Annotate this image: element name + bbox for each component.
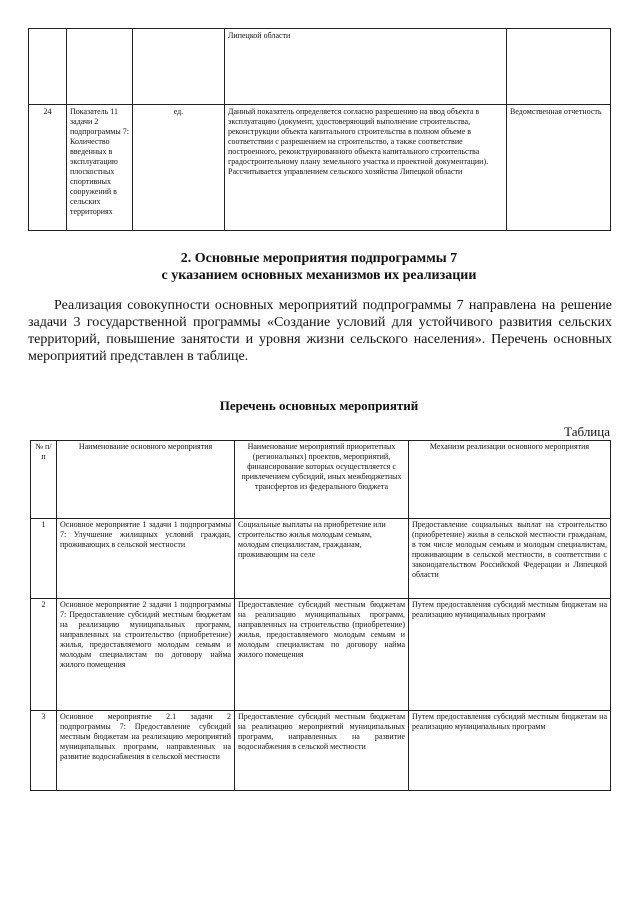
table-row: [31, 519, 611, 599]
cell-num: 24: [29, 105, 67, 231]
table-row: [29, 105, 611, 231]
cell-description: [225, 105, 507, 231]
cell-unit: ед.: [133, 105, 225, 231]
header-num: № п/ п: [31, 441, 57, 519]
cell-name: Основное мероприятие 2 задачи 1 подпрограммы 7: Предоставление субсидий местным бюджетам на реализацию муниципальных программ, направленных на строительство (приобретение) жилья, предоставляемого молодым семьям и молодым специалистам по договору найма жилого помещения: [57, 599, 235, 711]
cell-num: 2: [31, 599, 57, 711]
cell-mechanism: Путем предоставления субсидий местным бюджетам на реализацию муниципальных программ: [409, 711, 611, 791]
list-title: Перечень основных мероприятий: [219, 398, 419, 413]
cell-name: Основное мероприятие 2.1 задачи 2 подпрограммы 7: Предоставление субсидий местным бюджетам на реализацию мероприятий муниципальных программ, направленных на развитие водоснабжения в сельской местности: [57, 711, 235, 791]
section-title-line1: 2. Основные мероприятия подпрограммы 7: [180, 251, 458, 266]
cell-projects: Предоставление субсидий местным бюджетам на реализацию мероприятий муниципальных программ, направленных на развитие водоснабжения в сельской местности: [235, 711, 409, 791]
cell-projects: Социальные выплаты на приобретение или строительство жилья молодым семьям, молодым специалистам, гражданам, проживающим на селе: [235, 519, 409, 599]
intro-paragraph: Реализация совокупности основных мероприятий подпрограммы 7 направлена на решение задачи 3 государственной программы «Создание условий для устойчивого развития сельских территорий, повышение занятости и уровня жизни сельского населения». Перечень основных мероприятий представлен в таблице.: [28, 298, 612, 364]
table-row: [29, 29, 611, 105]
cell-num: [29, 29, 67, 105]
cell-num: 3: [31, 711, 57, 791]
table-row: [31, 599, 611, 711]
table-header-row: [31, 441, 611, 519]
cell-mechanism: Путем предоставления субсидий местным бюджетам на реализацию муниципальных программ: [409, 599, 611, 711]
cell-name: Основное мероприятие 1 задачи 1 подпрограммы 7: Улучшение жилищных условий граждан, проживающих в сельской местности: [57, 519, 235, 599]
cell-source: Ведомственная отчетность: [507, 105, 611, 231]
cell-num: 1: [31, 519, 57, 599]
cell-source: [507, 29, 611, 105]
header-projects: Наименование мероприятий приоритетных (региональных) проектов, мероприятий, финансирование которых осуществляется с привлечением субсидий, иных межбюджетных трансфертов из федерального бюджета: [235, 441, 409, 519]
cell-projects: Предоставление субсидий местным бюджетам на реализацию муниципальных программ, направленных на строительство (приобретение) жилья, предоставляемого молодым семьям и молодым специалистам по договору найма жилого помещения: [235, 599, 409, 711]
cell-indicator: Показатель 11 задачи 2 подпрограммы 7: Количество введенных в эксплуатацию плоскостных спортивных сооружений в сельских территориях: [67, 105, 133, 231]
cell-mechanism: Предоставление социальных выплат на строительство (приобретение) жилья в сельской местности гражданам, в том числе молодым семьям и молодым специалистам, проживающим в сельской местности, в соответствии с законодательством Российской Федерации и Липецкой области: [409, 519, 611, 599]
cell-description: Липецкой области: [225, 29, 507, 105]
cell-indicator: [67, 29, 133, 105]
cell-unit: [133, 29, 225, 105]
header-name: Наименование основного мероприятия: [57, 441, 235, 519]
description-text: Данный показатель определяется согласно разрешению на ввод объекта в эксплуатацию (документ, удостоверяющий выполнение строительства, реконструкции объекта капитального строительства в полном объеме в соответствии с разрешением на строительство, а также соответствие построенного, реконструированного объекта капитального строительства градостроительному плану земельного участка и проектной документации).: [228, 107, 489, 166]
header-mechanism: Механизм реализации основного мероприятия: [409, 441, 611, 519]
calculated-by-text: Рассчитывается управлением сельского хозяйства Липецкой области: [228, 167, 463, 176]
measures-table: [30, 440, 611, 791]
section-title-line2: с указанием основных механизмов их реализации: [161, 268, 477, 283]
table-label: Таблица: [564, 424, 610, 439]
indicators-table: [28, 28, 611, 231]
table-row: [31, 711, 611, 791]
